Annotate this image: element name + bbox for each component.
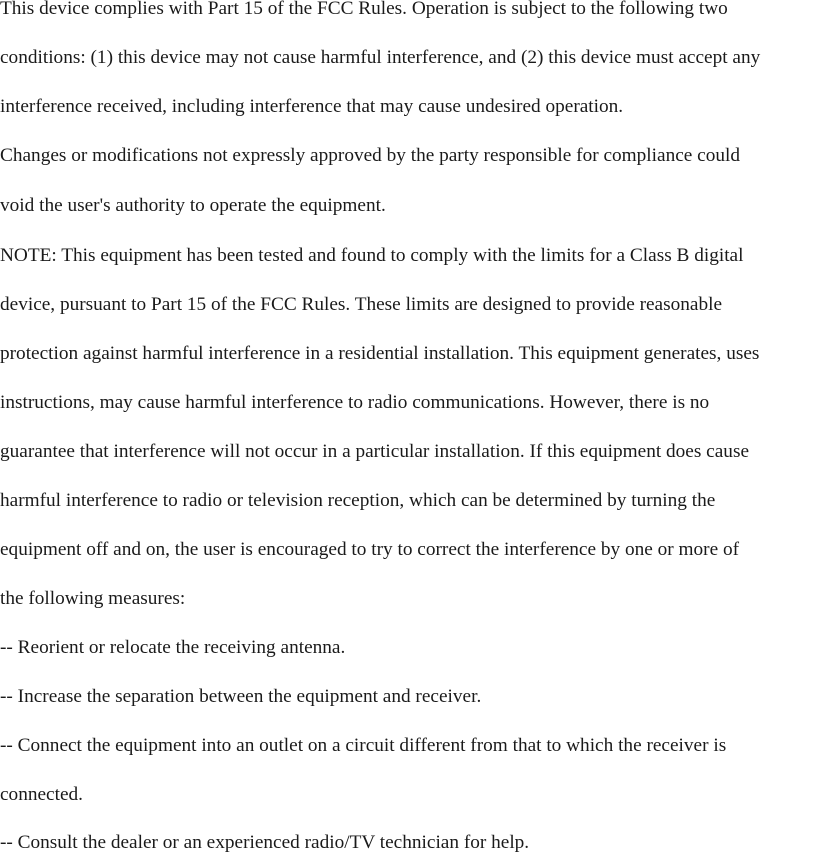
text-line: the following measures: (0, 588, 186, 609)
text-line: void the user's authority to operate the equipment. (0, 195, 386, 216)
text-line: This device complies with Part 15 of the FCC Rules. Operation is subject to the following two (0, 0, 728, 19)
list-item: -- Consult the dealer or an experienced radio/TV technician for help. (0, 832, 530, 853)
text-line: protection against harmful interference in a residential installation. This equipment generates, uses (0, 343, 760, 364)
text-line: conditions: (1) this device may not cause harmful interference, and (2) this device must accept any (0, 47, 761, 68)
text-line: guarantee that interference will not occur in a particular installation. If this equipment does cause (0, 441, 750, 462)
text-line: instructions, may cause harmful interference to radio communications. However, there is no (0, 392, 710, 413)
text-line: NOTE: This equipment has been tested and found to comply with the limits for a Class B digital (0, 245, 744, 266)
text-line: equipment off and on, the user is encouraged to try to correct the interference by one or more of (0, 539, 740, 560)
text-line: device, pursuant to Part 15 of the FCC Rules. These limits are designed to provide reasonable (0, 294, 723, 315)
list-item: -- Connect the equipment into an outlet on a circuit different from that to which the receiver is (0, 735, 727, 756)
text-line: connected. (0, 784, 83, 805)
list-item: -- Reorient or relocate the receiving antenna. (0, 637, 346, 658)
text-line: interference received, including interference that may cause undesired operation. (0, 96, 624, 117)
text-line: harmful interference to radio or television reception, which can be determined by turning the (0, 490, 716, 511)
text-line: Changes or modifications not expressly approved by the party responsible for compliance could (0, 145, 740, 166)
list-item: -- Increase the separation between the equipment and receiver. (0, 686, 482, 707)
